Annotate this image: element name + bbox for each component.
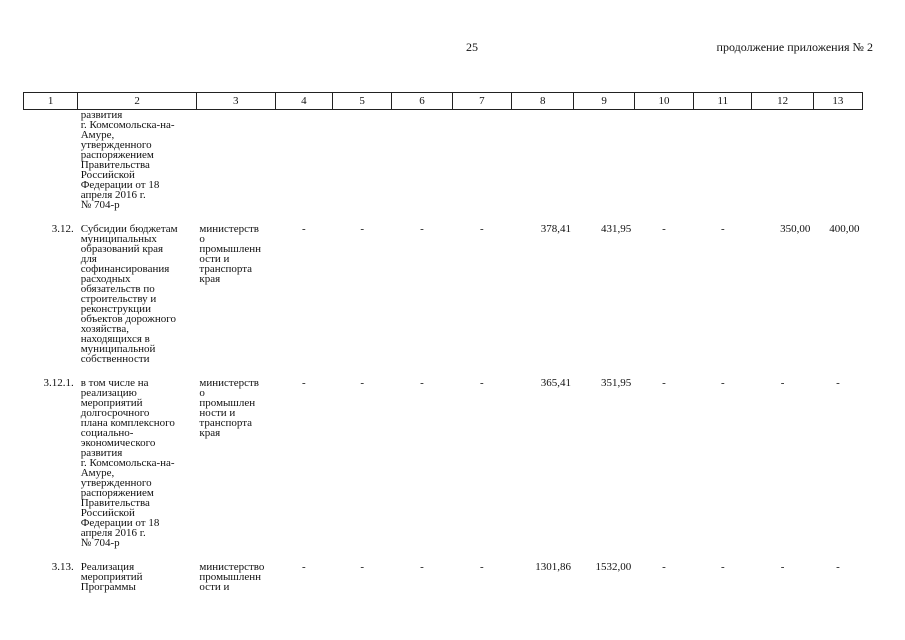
row-cell: - bbox=[480, 223, 484, 235]
row-cell: - bbox=[836, 561, 840, 573]
column-header: 9 bbox=[574, 93, 634, 110]
row-cell: - bbox=[480, 377, 484, 389]
column-header: 6 bbox=[392, 93, 452, 110]
row-number bbox=[24, 110, 78, 211]
row-name: в том числе на реализацию мероприятий долгосрочного плана комплексного социально- экономического развития г. Комсомольска-на- Амуре, утвержденного распоряжением Правительства Российской Федерации от 18 апреля 2016 г. № 704-р bbox=[80, 377, 175, 549]
row-cell bbox=[694, 110, 752, 211]
column-header: 1 bbox=[24, 93, 78, 110]
column-header: 7 bbox=[452, 93, 511, 110]
column-header: 2 bbox=[78, 93, 197, 110]
row-cell: - bbox=[720, 561, 725, 573]
row-cell: 350,00 bbox=[780, 223, 811, 235]
row-cell bbox=[392, 110, 452, 211]
table-row bbox=[24, 548, 863, 592]
page-number: 25 bbox=[466, 40, 478, 54]
row-name: развития г. Комсомольска-на- Амуре, утвержденного распоряжением Правительства Российской Федерации от 18 апреля 2016 г. № 704-р bbox=[80, 109, 175, 211]
row-cell bbox=[752, 110, 813, 211]
row-cell: - bbox=[420, 223, 424, 235]
column-header: 3 bbox=[196, 93, 275, 110]
row-cell: - bbox=[302, 223, 306, 235]
row-executor bbox=[196, 110, 275, 211]
row-cell: - bbox=[720, 223, 725, 235]
row-executor: министерств о промышленн ости и транспорта края bbox=[199, 223, 262, 285]
row-cell: - bbox=[360, 377, 364, 389]
row-cell: 378,41 bbox=[540, 223, 571, 235]
row-executor: министерство промышленн ости и bbox=[199, 561, 265, 593]
row-cell: - bbox=[302, 561, 306, 573]
row-number: 3.12.1. bbox=[43, 377, 74, 389]
row-cell: - bbox=[662, 561, 666, 573]
row-cell bbox=[275, 110, 332, 211]
row-cell: 400,00 bbox=[829, 223, 860, 235]
appendix-caption: продолжение приложения № 2 bbox=[716, 40, 873, 54]
row-cell: 365,41 bbox=[540, 377, 571, 389]
table-row bbox=[24, 210, 863, 364]
row-cell: - bbox=[662, 377, 666, 389]
row-cell: 1532,00 bbox=[595, 561, 632, 573]
row-cell bbox=[452, 110, 511, 211]
row-cell: - bbox=[420, 377, 424, 389]
column-header: 5 bbox=[332, 93, 391, 110]
column-header: 11 bbox=[694, 93, 752, 110]
row-cell: 431,95 bbox=[601, 223, 632, 235]
row-cell bbox=[332, 110, 391, 211]
row-cell: - bbox=[780, 561, 785, 573]
row-number: 3.12. bbox=[51, 223, 74, 235]
row-cell bbox=[813, 110, 862, 211]
row-number: 3.13. bbox=[51, 561, 74, 573]
appendix-table bbox=[23, 92, 863, 592]
row-cell: 1301,86 bbox=[535, 561, 571, 573]
row-cell bbox=[634, 110, 693, 211]
row-cell: 351,95 bbox=[601, 377, 632, 389]
row-executor: министерств о промышлен ности и транспорта края bbox=[199, 377, 259, 439]
row-cell: - bbox=[720, 377, 725, 389]
row-cell: - bbox=[420, 561, 424, 573]
row-cell: - bbox=[480, 561, 484, 573]
table-row bbox=[24, 364, 863, 548]
row-cell: - bbox=[662, 223, 666, 235]
row-name: Реализация мероприятий Программы bbox=[80, 561, 143, 593]
column-header: 4 bbox=[275, 93, 332, 110]
row-cell: - bbox=[836, 377, 840, 389]
row-cell bbox=[574, 110, 634, 211]
row-cell: - bbox=[780, 377, 785, 389]
column-header: 12 bbox=[752, 93, 813, 110]
column-number-header-row bbox=[24, 93, 863, 110]
column-header: 10 bbox=[634, 93, 693, 110]
row-cell: - bbox=[360, 223, 364, 235]
row-cell bbox=[512, 110, 574, 211]
row-cell: - bbox=[360, 561, 364, 573]
row-cell: - bbox=[302, 377, 306, 389]
column-header: 13 bbox=[813, 93, 862, 110]
row-name: Субсидии бюджетам муниципальных образований края для софинансирования расходных обязательств по строительству и реконструкции объектов дорожного хозяйства, находящихся в муниципальной собственности bbox=[80, 223, 178, 365]
table-row bbox=[24, 110, 863, 211]
column-header: 8 bbox=[512, 93, 574, 110]
